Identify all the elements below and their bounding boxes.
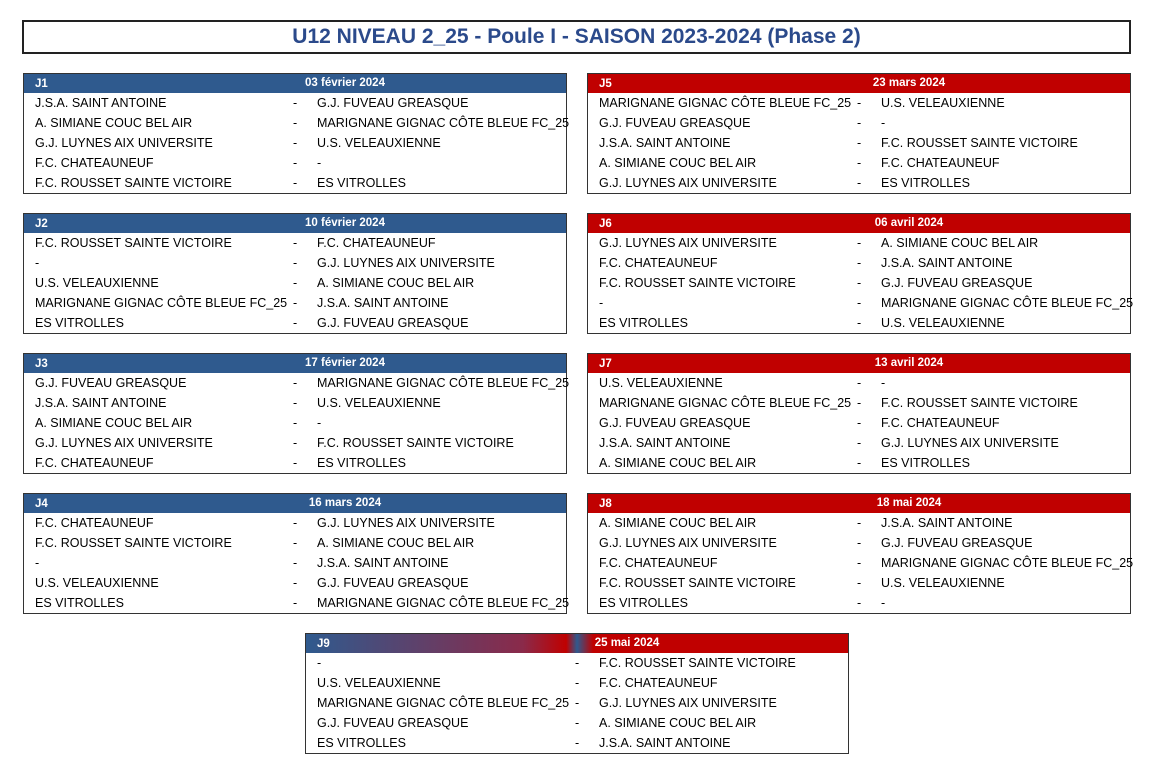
round-card-j1 (23, 73, 570, 194)
home-team: F.C. ROUSSET SAINTE VICTOIRE (599, 276, 796, 290)
away-team: F.C. ROUSSET SAINTE VICTOIRE (881, 136, 1078, 150)
away-team: U.S. VELEAUXIENNE (881, 316, 1005, 330)
home-team: F.C. ROUSSET SAINTE VICTOIRE (35, 236, 232, 250)
round-header (588, 214, 1130, 233)
match-separator: - (857, 556, 862, 570)
round-card-j2 (23, 213, 567, 334)
round-date: 13 avril 2024 (874, 357, 944, 369)
round-date: 10 février 2024 (305, 217, 385, 229)
home-team: F.C. CHATEAUNEUF (599, 556, 718, 570)
match-separator: - (293, 256, 298, 270)
away-team: MARIGNANE GIGNAC CÔTE BLEUE FC_25 (317, 116, 570, 130)
match-separator: - (857, 576, 862, 590)
match-separator: - (293, 236, 298, 250)
home-team: ES VITROLLES (317, 736, 406, 750)
match-separator: - (857, 176, 862, 190)
away-team: U.S. VELEAUXIENNE (317, 136, 441, 150)
away-team: - (881, 116, 886, 130)
match-row (24, 593, 570, 613)
round-label: J4 (35, 498, 48, 510)
match-row (24, 313, 566, 333)
home-team: F.C. CHATEAUNEUF (599, 256, 718, 270)
match-separator: - (857, 116, 862, 130)
away-team: U.S. VELEAUXIENNE (317, 396, 441, 410)
match-separator: - (293, 276, 298, 290)
away-team: F.C. ROUSSET SAINTE VICTOIRE (599, 656, 796, 670)
match-row (588, 513, 1130, 533)
round-card-j6 (587, 213, 1134, 334)
home-team: J.S.A. SAINT ANTOINE (35, 96, 167, 110)
match-row (24, 93, 566, 113)
home-team: U.S. VELEAUXIENNE (35, 276, 159, 290)
home-team: F.C. ROUSSET SAINTE VICTOIRE (35, 536, 232, 550)
home-team: J.S.A. SAINT ANTOINE (599, 436, 731, 450)
away-team: A. SIMIANE COUC BEL AIR (317, 536, 475, 550)
match-separator: - (857, 416, 862, 430)
match-row (588, 113, 1130, 133)
home-team: F.C. ROUSSET SAINTE VICTOIRE (599, 576, 796, 590)
away-team: J.S.A. SAINT ANTOINE (599, 736, 731, 750)
away-team: U.S. VELEAUXIENNE (881, 96, 1005, 110)
match-separator: - (857, 536, 862, 550)
match-separator: - (857, 516, 862, 530)
away-team: A. SIMIANE COUC BEL AIR (317, 276, 475, 290)
home-team: G.J. LUYNES AIX UNIVERSITE (599, 536, 777, 550)
match-separator: - (293, 376, 298, 390)
away-team: F.C. ROUSSET SAINTE VICTOIRE (881, 396, 1078, 410)
match-row (24, 173, 566, 193)
away-team: G.J. LUYNES AIX UNIVERSITE (881, 436, 1059, 450)
round-date: 23 mars 2024 (872, 77, 946, 89)
match-row (24, 413, 566, 433)
home-team: G.J. FUVEAU GREASQUE (599, 116, 751, 130)
match-separator: - (857, 236, 862, 250)
match-row (306, 713, 848, 733)
match-separator: - (857, 276, 862, 290)
match-row (588, 173, 1130, 193)
match-separator: - (293, 176, 298, 190)
match-row (588, 573, 1130, 593)
match-row (24, 373, 570, 393)
match-row (588, 393, 1130, 413)
home-team: G.J. FUVEAU GREASQUE (35, 376, 187, 390)
match-row (588, 533, 1130, 553)
match-separator: - (575, 716, 580, 730)
round-card-j4 (23, 493, 570, 614)
home-team: A. SIMIANE COUC BEL AIR (599, 516, 757, 530)
away-team: A. SIMIANE COUC BEL AIR (599, 716, 757, 730)
round-card-j8 (587, 493, 1134, 614)
home-team: U.S. VELEAUXIENNE (317, 676, 441, 690)
match-separator: - (293, 436, 298, 450)
home-team: - (599, 296, 604, 310)
match-row (24, 293, 566, 313)
round-date: 03 février 2024 (305, 77, 385, 89)
round-header (24, 74, 566, 93)
away-team: G.J. FUVEAU GREASQUE (317, 316, 469, 330)
home-team: - (317, 656, 322, 670)
away-team: MARIGNANE GIGNAC CÔTE BLEUE FC_25 (881, 556, 1134, 570)
match-row (306, 673, 848, 693)
match-separator: - (293, 596, 298, 610)
away-team: G.J. FUVEAU GREASQUE (317, 96, 469, 110)
home-team: - (35, 556, 40, 570)
match-separator: - (293, 456, 298, 470)
away-team: G.J. LUYNES AIX UNIVERSITE (317, 256, 495, 270)
home-team: F.C. ROUSSET SAINTE VICTOIRE (35, 176, 232, 190)
match-row (24, 573, 566, 593)
away-team: MARIGNANE GIGNAC CÔTE BLEUE FC_25 (881, 296, 1134, 310)
home-team: ES VITROLLES (599, 596, 688, 610)
match-row (24, 253, 566, 273)
home-team: J.S.A. SAINT ANTOINE (599, 136, 731, 150)
round-label: J8 (599, 498, 612, 510)
match-row (24, 233, 566, 253)
match-separator: - (293, 536, 298, 550)
match-separator: - (293, 576, 298, 590)
away-team: J.S.A. SAINT ANTOINE (317, 296, 449, 310)
home-team: G.J. LUYNES AIX UNIVERSITE (599, 236, 777, 250)
away-team: F.C. CHATEAUNEUF (881, 156, 1000, 170)
match-row (588, 373, 1130, 393)
match-row (24, 153, 566, 173)
match-row (588, 433, 1130, 453)
home-team: G.J. FUVEAU GREASQUE (317, 716, 469, 730)
match-separator: - (857, 156, 862, 170)
home-team: A. SIMIANE COUC BEL AIR (35, 116, 193, 130)
match-row (588, 553, 1134, 573)
match-separator: - (575, 656, 580, 670)
round-date: 06 avril 2024 (874, 217, 944, 229)
match-row (306, 693, 848, 713)
match-separator: - (575, 676, 580, 690)
home-team: MARIGNANE GIGNAC CÔTE BLEUE FC_25 (599, 96, 852, 110)
away-team: - (881, 596, 886, 610)
away-team: - (317, 156, 322, 170)
away-team: MARIGNANE GIGNAC CÔTE BLEUE FC_25 (317, 376, 570, 390)
home-team: G.J. LUYNES AIX UNIVERSITE (35, 436, 213, 450)
match-separator: - (293, 116, 298, 130)
round-label: J3 (35, 358, 48, 370)
match-separator: - (857, 316, 862, 330)
round-header (24, 214, 566, 233)
match-separator: - (293, 416, 298, 430)
home-team: ES VITROLLES (35, 596, 124, 610)
home-team: MARIGNANE GIGNAC CÔTE BLEUE FC_25 (35, 296, 288, 310)
match-separator: - (857, 456, 862, 470)
home-team: MARIGNANE GIGNAC CÔTE BLEUE FC_25 (317, 696, 570, 710)
match-separator: - (293, 296, 298, 310)
away-team: U.S. VELEAUXIENNE (881, 576, 1005, 590)
match-separator: - (293, 96, 298, 110)
home-team: - (35, 256, 40, 270)
home-team: A. SIMIANE COUC BEL AIR (599, 156, 757, 170)
match-row (588, 293, 1134, 313)
round-header (306, 634, 848, 653)
match-separator: - (293, 316, 298, 330)
match-row (306, 653, 848, 673)
home-team: U.S. VELEAUXIENNE (35, 576, 159, 590)
home-team: F.C. CHATEAUNEUF (35, 516, 154, 530)
round-header (588, 354, 1130, 373)
match-separator: - (857, 136, 862, 150)
match-row (24, 433, 566, 453)
match-row (24, 453, 566, 473)
match-separator: - (857, 256, 862, 270)
home-team: U.S. VELEAUXIENNE (599, 376, 723, 390)
match-row (24, 533, 566, 553)
match-row (24, 553, 566, 573)
match-row (588, 153, 1130, 173)
away-team: J.S.A. SAINT ANTOINE (881, 516, 1013, 530)
away-team: G.J. FUVEAU GREASQUE (881, 276, 1033, 290)
home-team: G.J. FUVEAU GREASQUE (599, 416, 751, 430)
away-team: A. SIMIANE COUC BEL AIR (881, 236, 1039, 250)
round-label: J6 (599, 218, 612, 230)
match-separator: - (857, 396, 862, 410)
match-row (24, 113, 570, 133)
round-label: J2 (35, 218, 48, 230)
match-row (588, 93, 1130, 113)
round-date: 16 mars 2024 (308, 497, 382, 509)
match-row (588, 413, 1130, 433)
round-label: J9 (317, 638, 330, 650)
round-card-j3 (23, 353, 570, 474)
round-date: 18 mai 2024 (876, 497, 942, 509)
home-team: ES VITROLLES (599, 316, 688, 330)
match-separator: - (575, 736, 580, 750)
page-title: U12 NIVEAU 2_25 - Poule I - SAISON 2023-2024 (Phase 2) (22, 20, 1131, 54)
match-separator: - (857, 596, 862, 610)
match-row (588, 453, 1130, 473)
match-row (24, 133, 566, 153)
away-team: G.J. FUVEAU GREASQUE (317, 576, 469, 590)
away-team: F.C. CHATEAUNEUF (317, 236, 436, 250)
away-team: G.J. LUYNES AIX UNIVERSITE (317, 516, 495, 530)
home-team: F.C. CHATEAUNEUF (35, 156, 154, 170)
home-team: F.C. CHATEAUNEUF (35, 456, 154, 470)
away-team: G.J. FUVEAU GREASQUE (881, 536, 1033, 550)
away-team: MARIGNANE GIGNAC CÔTE BLEUE FC_25 (317, 596, 570, 610)
away-team: ES VITROLLES (317, 456, 406, 470)
away-team: ES VITROLLES (881, 456, 970, 470)
round-header (588, 74, 1130, 93)
match-row (588, 133, 1130, 153)
match-separator: - (857, 376, 862, 390)
away-team: - (881, 376, 886, 390)
match-separator: - (575, 696, 580, 710)
away-team: F.C. ROUSSET SAINTE VICTOIRE (317, 436, 514, 450)
home-team: MARIGNANE GIGNAC CÔTE BLEUE FC_25 (599, 396, 852, 410)
round-card-j5 (587, 73, 1131, 194)
match-row (306, 733, 848, 753)
match-separator: - (293, 516, 298, 530)
match-row (588, 273, 1130, 293)
away-team: F.C. CHATEAUNEUF (881, 416, 1000, 430)
home-team: J.S.A. SAINT ANTOINE (35, 396, 167, 410)
round-card-j7 (587, 353, 1131, 474)
match-separator: - (293, 156, 298, 170)
match-separator: - (857, 436, 862, 450)
round-date: 25 mai 2024 (594, 637, 660, 649)
match-separator: - (293, 136, 298, 150)
match-row (588, 253, 1130, 273)
away-team: F.C. CHATEAUNEUF (599, 676, 718, 690)
match-separator: - (857, 96, 862, 110)
home-team: ES VITROLLES (35, 316, 124, 330)
home-team: A. SIMIANE COUC BEL AIR (35, 416, 193, 430)
round-date: 17 février 2024 (305, 357, 385, 369)
home-team: G.J. LUYNES AIX UNIVERSITE (599, 176, 777, 190)
home-team: A. SIMIANE COUC BEL AIR (599, 456, 757, 470)
match-row (24, 273, 566, 293)
match-row (24, 513, 566, 533)
away-team: ES VITROLLES (317, 176, 406, 190)
round-header (24, 494, 566, 513)
match-row (588, 313, 1130, 333)
away-team: ES VITROLLES (881, 176, 970, 190)
away-team: J.S.A. SAINT ANTOINE (881, 256, 1013, 270)
round-header (588, 494, 1130, 513)
match-separator: - (293, 556, 298, 570)
round-label: J1 (35, 78, 48, 90)
round-header (24, 354, 566, 373)
match-row (24, 393, 566, 413)
away-team: - (317, 416, 322, 430)
match-row (588, 593, 1130, 613)
match-separator: - (857, 296, 862, 310)
match-separator: - (293, 396, 298, 410)
home-team: G.J. LUYNES AIX UNIVERSITE (35, 136, 213, 150)
round-card-j9 (305, 633, 849, 754)
away-team: G.J. LUYNES AIX UNIVERSITE (599, 696, 777, 710)
round-label: J5 (599, 78, 612, 90)
round-label: J7 (599, 358, 612, 370)
match-row (588, 233, 1130, 253)
away-team: J.S.A. SAINT ANTOINE (317, 556, 449, 570)
